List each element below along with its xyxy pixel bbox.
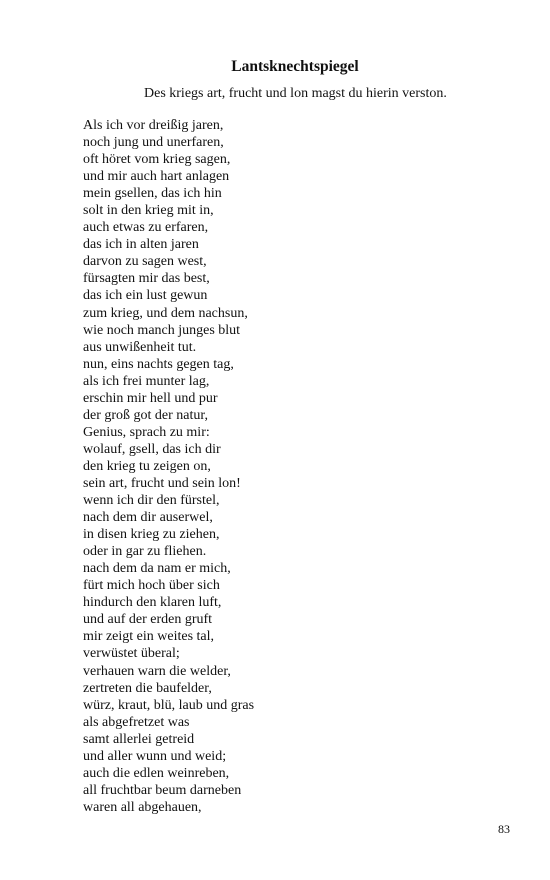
poem-line: als abgefretzet was [83,714,190,730]
poem-line: hindurch den klaren luft, [83,595,222,611]
poem-line: nun, eins nachts gegen tag, [83,356,234,372]
poem-line: fürsagten mir das best, [83,271,210,287]
poem-line: das ich ein lust gewun [83,288,208,304]
poem-line: in disen krieg zu ziehen, [83,527,220,543]
poem-line: verwüstet überal; [83,646,180,662]
poem-line: Genius, sprach zu mir: [83,424,210,440]
poem-line: darvon zu sagen west, [83,254,207,270]
poem-line: wie noch manch junges blut [83,322,241,338]
poem-line: der groß got der natur, [83,407,209,423]
page-number: 83 [498,822,510,836]
poem-line: wenn ich dir den fürstel, [83,493,220,509]
poem-line: sein art, frucht und sein lon! [83,475,241,491]
poem-line: auch die edlen weinreben, [83,765,230,781]
poem-line: das ich in alten jaren [83,237,199,253]
poem-line: oft höret vom krieg sagen, [83,152,231,168]
poem-line: waren all abgehauen, [83,799,202,815]
poem-line: aus unwißenheit tut. [83,339,197,355]
poem-line: noch jung und unerfaren, [83,135,224,151]
poem-line: all fruchtbar beum darneben [83,782,242,798]
poem-title: Lantsknechtspiegel [231,58,359,75]
poem-line: mir zeigt ein weites tal, [83,629,215,645]
poem-line: und aller wunn und weid; [83,748,227,764]
poem-line: nach dem dir auserwel, [83,510,213,526]
poem-line: und auf der erden gruft [83,612,213,628]
poem-line: samt allerlei getreid [83,731,195,747]
poem-line: wolauf, gsell, das ich dir [83,441,221,457]
poem-line: als ich frei munter lag, [83,373,210,389]
poem-line: erschin mir hell und pur [83,390,218,406]
poem-line: fürt mich hoch über sich [83,578,220,594]
poem-line: zum krieg, und dem nachsun, [83,305,248,321]
poem-line: nach dem da nam er mich, [83,561,231,577]
poem-line: oder in gar zu fliehen. [83,544,207,560]
poem-subtitle: Des kriegs art, frucht und lon magst du hierin verston. [144,86,447,101]
poem-line: den krieg tu zeigen on, [83,458,211,474]
poem-line: würz, kraut, blü, laub und gras [83,697,255,713]
poem-line: mein gsellen, das ich hin [83,186,222,202]
poem-line: Als ich vor dreißig jaren, [83,118,224,133]
poem-line: auch etwas zu erfaren, [83,220,209,236]
poem-line: verhauen warn die welder, [83,663,231,679]
poem-line: und mir auch hart anlagen [83,169,230,185]
poem-body [83,117,254,816]
poem-line: solt in den krieg mit in, [83,203,214,219]
poem-line: zertreten die baufelder, [83,680,212,696]
